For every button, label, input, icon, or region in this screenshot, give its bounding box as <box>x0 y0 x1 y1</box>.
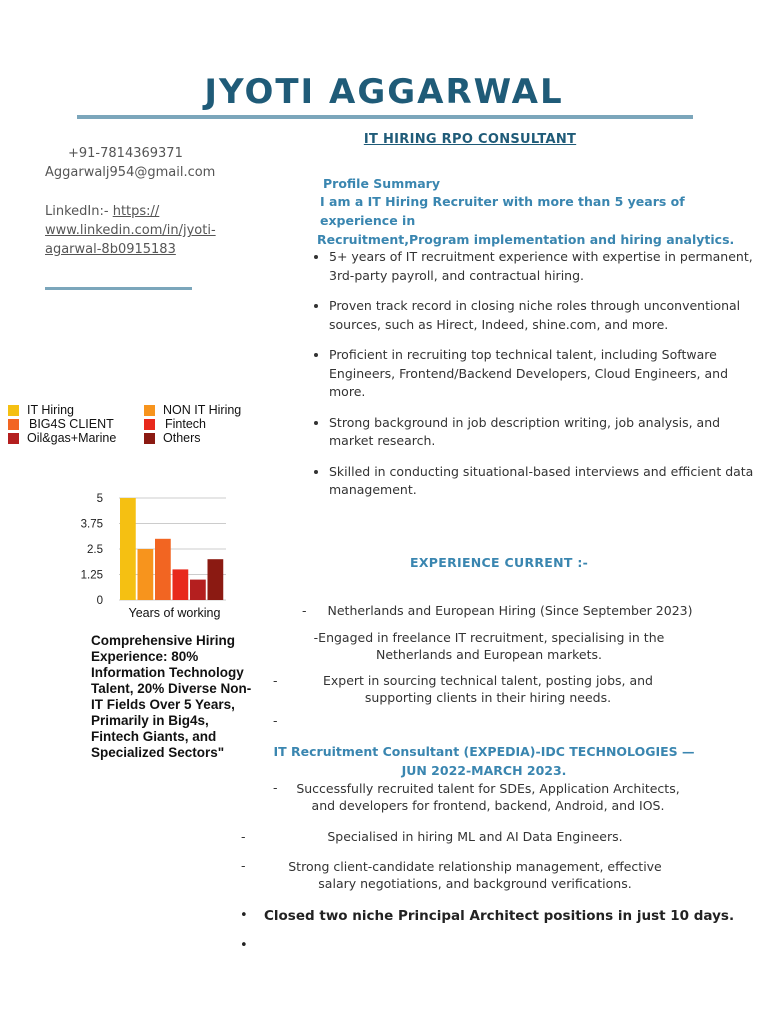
legend-item: Oil&gas+Marine <box>8 431 116 445</box>
experience-item: -Engaged in freelance IT recruitment, specialising in the Netherlands and European markets. <box>313 630 665 662</box>
experience-item: Specialised in hiring ML and AI Data Engineers. <box>327 829 623 844</box>
summary-line-1: I am a IT Hiring Recruiter with more than 5 years of experience in <box>320 194 685 228</box>
linkedin-block <box>45 202 220 259</box>
bullet-marker: • <box>240 908 248 923</box>
bar-fintech <box>173 569 189 600</box>
legend-swatch <box>8 419 19 430</box>
legend-item: BIG4S CLIENT <box>8 417 114 431</box>
page-title: JYOTI AGGARWAL <box>204 72 564 112</box>
profile-summary-heading: Profile Summary <box>323 176 440 191</box>
title-divider <box>77 115 693 119</box>
linkedin-link[interactable]: https:// www.linkedin.com/in/jyoti- agarwal-8b0915183 <box>45 204 216 257</box>
bar-others <box>208 559 224 600</box>
legend-item: NON IT Hiring <box>144 403 241 417</box>
legend-swatch <box>144 419 155 430</box>
legend-swatch <box>144 433 155 444</box>
dash-marker: - <box>273 713 278 728</box>
bar-big4s-client <box>155 539 171 600</box>
experience-item: Expert in sourcing technical talent, posting jobs, and supporting clients in their hiring needs. <box>322 673 653 705</box>
legend-item: IT Hiring <box>8 403 74 417</box>
previous-role-title: IT Recruitment Consultant (EXPEDIA)-IDC TECHNOLOGIES — JUN 2022-MARCH 2023. <box>273 744 695 778</box>
y-tick-label: 2.5 <box>87 544 103 556</box>
legend-swatch <box>144 405 155 416</box>
bar-non-it-hiring <box>138 549 154 600</box>
phone-number: +91-7814369371 <box>68 146 183 161</box>
legend-item: Fintech <box>144 417 206 431</box>
list-item: • Proven track record in closing niche roles through unconventional sources, such as Hirect, Indeed, shine.com, and more. <box>329 297 759 334</box>
chart-caption: Comprehensive Hiring Experience: 80% Information Technology Talent, 20% Diverse Non-IT Fields Over 5 Years, Primarily in Big4s, Fintech Giants, and Specialized Sectors" <box>91 633 252 760</box>
job-title: IT HIRING RPO CONSULTANT <box>363 132 577 147</box>
dash-marker: - <box>273 673 278 688</box>
linkedin-label: LinkedIn:- <box>45 204 109 219</box>
bullet-marker: • <box>240 938 248 953</box>
dash-marker: - <box>241 829 246 844</box>
y-tick-label: 5 <box>96 493 103 505</box>
legend-swatch <box>8 433 19 444</box>
list-item: • Strong background in job description writing, job analysis, and market research. <box>329 414 759 451</box>
experience-item: Strong client-candidate relationship management, effective salary negotiations, and background verifications. <box>288 859 662 891</box>
experience-bar-chart <box>80 488 240 623</box>
x-axis-label: Years of working <box>128 606 221 620</box>
legend-swatch <box>8 405 19 416</box>
experience-item: Successfully recruited talent for SDEs, Application Architects, and developers for frontend, backend, Android, and IOS. <box>296 781 680 813</box>
y-tick-label: 0 <box>96 595 103 607</box>
experience-heading: EXPERIENCE CURRENT :- <box>410 555 589 570</box>
bar-it-hiring <box>120 498 136 600</box>
profile-summary-text <box>317 192 737 249</box>
y-tick-label: 1.25 <box>80 569 103 582</box>
dash-marker: - <box>273 780 278 795</box>
email-address: Aggarwalj954@gmail.com <box>45 165 216 180</box>
list-item: • Proficient in recruiting top technical talent, including Software Engineers, Frontend/Backend Developers, Cloud Engineers, and more. <box>329 346 759 402</box>
summary-line-2: Recruitment,Program implementation and hiring analytics. <box>317 232 735 247</box>
current-role: Netherlands and European Hiring (Since September 2023) <box>327 603 693 618</box>
legend-item: Others <box>144 431 201 445</box>
list-item: • 5+ years of IT recruitment experience with expertise in permanent, 3rd-party payroll, and contractual hiring. <box>329 248 759 285</box>
achievement-text: Closed two niche Principal Architect positions in just 10 days. <box>264 908 735 924</box>
bar-oil-gas-marine <box>190 580 206 600</box>
list-item: • Skilled in conducting situational-based interviews and efficient data management. <box>329 463 759 500</box>
contact-divider <box>45 287 192 290</box>
y-tick-label: 3.75 <box>80 518 103 531</box>
dash-marker: - <box>302 603 307 618</box>
dash-marker: - <box>241 858 246 873</box>
profile-bullet-list <box>313 248 759 512</box>
